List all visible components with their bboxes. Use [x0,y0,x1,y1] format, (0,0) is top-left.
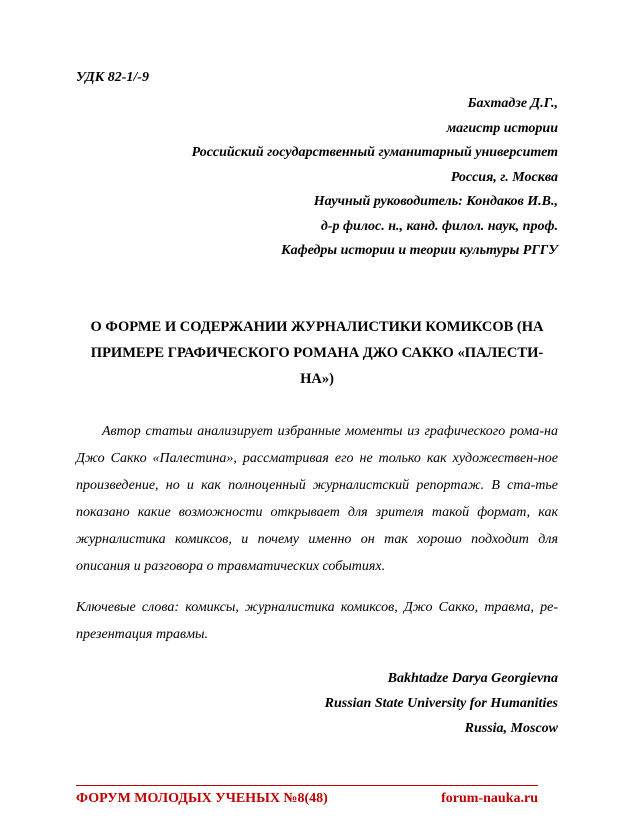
footer-divider [76,785,538,786]
supervisor-name: Научный руководитель: Кондаков И.В., [313,194,558,209]
title-line-2: ПРИМЕРЕ ГРАФИЧЕСКОГО РОМАНА ДЖО САККО «ПАЛЕСТИ- [90,345,544,361]
author-degree: магистр истории [446,120,558,136]
abstract: Автор статьи анализирует избранные моменты из графического рома-на Джо Сакко «Палестина», рассматривая его не только как художествен-ное произведение, но и как полноценный журналистский репортаж. В ста-тье показано какие возможности открывает для зрителя такой формат, как журналистика комиксов, и почему именно он так хорошо подходит для описания и разговора о травматических событиях. [76,424,558,574]
author-info-ru [192,92,558,264]
author-name: Бахтадзе Д.Г., [467,96,558,111]
supervisor-degree: д-р филос. н., канд. филол. наук, проф. [320,218,558,234]
author-university: Российский государственный гуманитарный университет [191,145,558,160]
footer-journal: ФОРУМ МОЛОДЫХ УЧЕНЫХ №8(48) [76,791,328,806]
article-title [76,314,558,392]
author-info-en [325,666,558,741]
department: Кафедры истории и теории культуры РГГУ [281,243,558,258]
author-name-en: Bakhtadze Darya Georgievna [387,671,558,686]
author-location: Россия, г. Москва [450,169,558,185]
title-line-3: НА») [300,371,334,387]
author-location-en: Russia, Moscow [464,721,558,736]
footer-site-link[interactable]: forum-nauka.ru [441,791,538,806]
udk-code: УДК 82-1/-9 [76,70,149,85]
keywords: Ключевые слова: комиксы, журналистика комиксов, Джо Сакко, травма, ре-презентация травмы. [76,600,558,642]
author-university-en: Russian State University for Humanities [324,696,558,711]
title-line-1: О ФОРМЕ И СОДЕРЖАНИИ ЖУРНАЛИСТИКИ КОМИКСОВ (НА [90,319,544,335]
